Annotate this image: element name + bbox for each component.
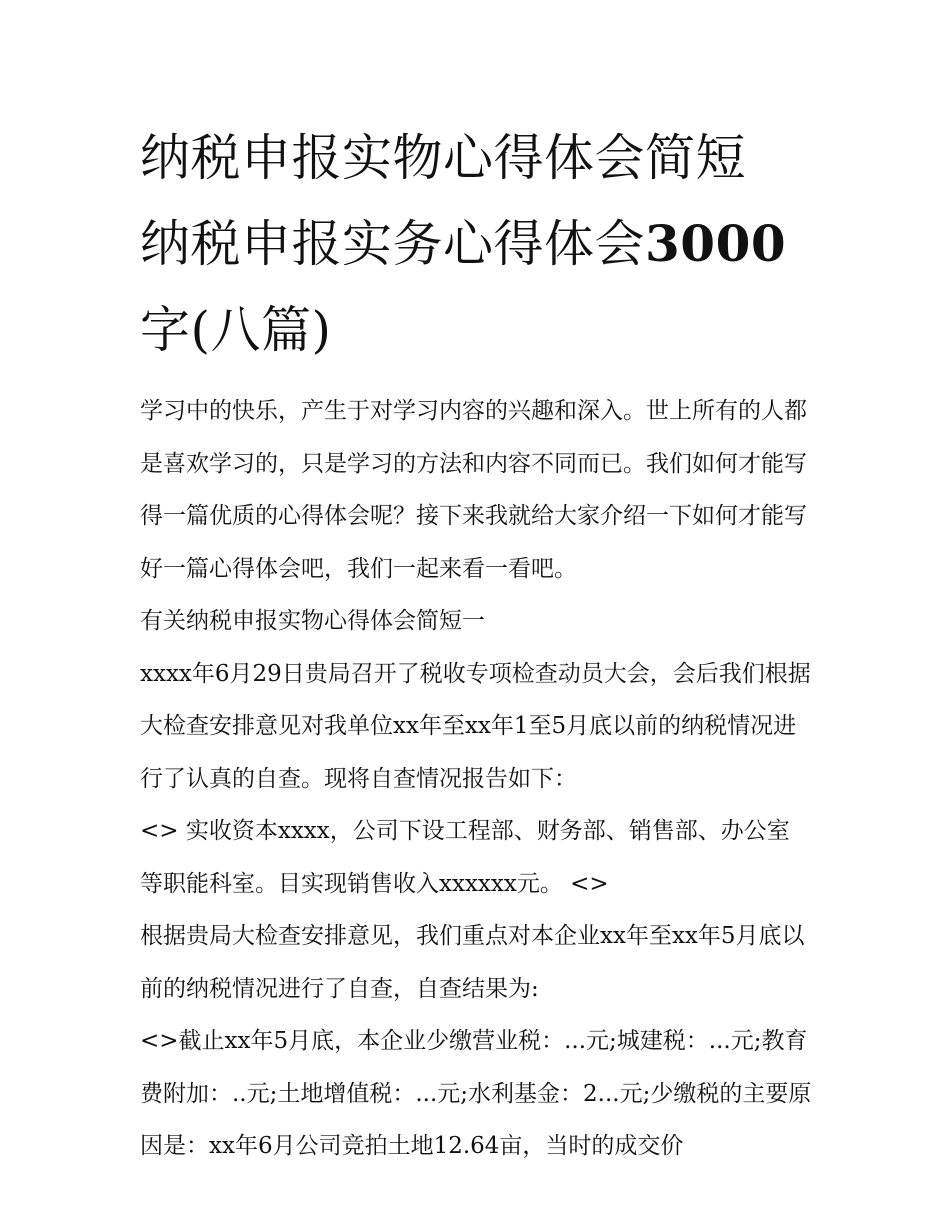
document-title [140,115,812,373]
document-page [140,115,812,1173]
intro-paragraph: 学习中的快乐，产生于对学习内容的兴趣和深入。世上所有的人都是喜欢学习的，只是学习的方法和内容不同而已。我们如何才能写得一篇优质的心得体会呢？接下来我就给大家介绍一下如何才能写好一篇心得体会吧，我们一起来看一看吧。 [140,398,807,582]
body-paragraph: 根据贵局大检查安排意见，我们重点对本企业xx年至xx年5月底以前的纳税情况进行了自查，自查结果为: [140,923,805,1002]
title-number: 3000 [645,214,787,273]
document-body [140,385,812,1173]
body-paragraph: <> 实收资本xxxx，公司下设工程部、财务部、销售部、办公室等职能科室。目实现销售收入xxxxxx元。 <> [140,818,790,897]
section-heading: 有关纳税申报实物心得体会简短一 [140,608,485,634]
title-text-1: 纳税申报实物心得体会简短 纳税申报实务心得体会 [140,129,746,273]
body-paragraph: <>截止xx年5月底，本企业少缴营业税：...元;城建税：...元;教育费附加：..元;土地增值税：...元;水利基金：2...元;少缴税的主要原因是：xx年6月公司竞拍土地12.64亩，当时的成交价 [140,1028,812,1159]
body-paragraph: xxxx年6月29日贵局召开了税收专项检查动员大会，会后我们根据大检查安排意见对我单位xx年至xx年1至5月底以前的纳税情况进行了认真的自查。现将自查情况报告如下： [140,660,811,792]
title-text-2: 字(八篇) [140,301,332,359]
